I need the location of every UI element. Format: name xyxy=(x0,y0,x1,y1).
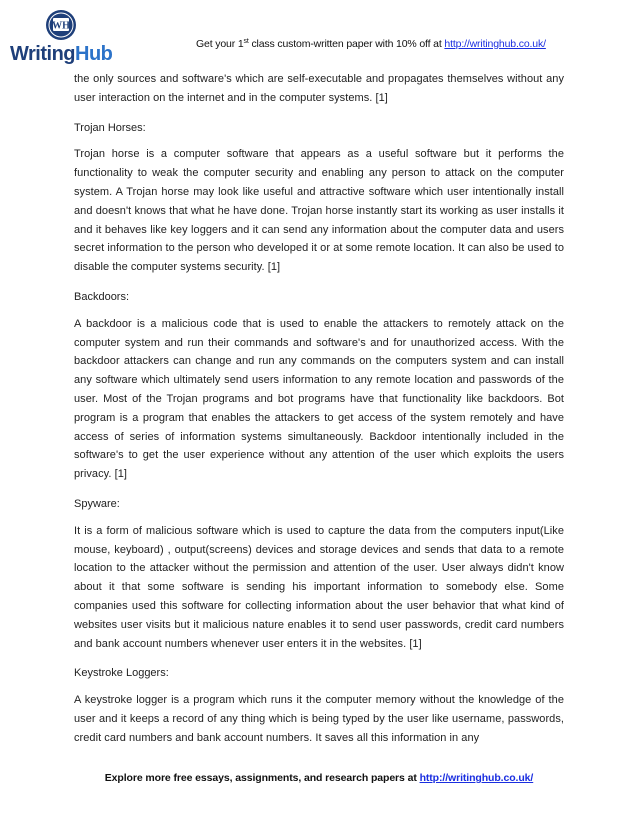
writinghub-logo[interactable] xyxy=(10,9,113,65)
page-header xyxy=(0,0,638,70)
backdoors-heading: Backdoors: xyxy=(74,290,130,303)
promo-link[interactable]: http://writinghub.co.uk/ xyxy=(444,38,546,50)
backdoors-paragraph: A backdoor is a malicious code that is used to enable the attackers to remotely attack on the computer system and run their commands and software's and for unauthorized access. With the backdoor attackers can change and run any commands on the computers system and can install any software which ultimately send users information to any remote location and passwords of the user. Most of the Trojan programs and bot programs have that functionality like backdoors. Bot program is a program that enables the attackers to get access of the system remotely and have access of series of information systems simultaneously. Backdoor intentionally included in the software's to get the user experience without any attention of the user which exploits the users privacy. [1] xyxy=(74,317,564,481)
keystroke-heading: Keystroke Loggers: xyxy=(74,667,169,680)
spyware-heading: Spyware: xyxy=(74,497,120,510)
trojan-heading: Trojan Horses: xyxy=(74,121,146,134)
promo-prefix: Get your 1 xyxy=(196,38,244,50)
footer-text: Explore more free essays, assignments, and research papers at xyxy=(104,772,420,784)
logo-wordmark xyxy=(10,43,113,66)
document-body xyxy=(74,70,564,748)
promo-superscript: st xyxy=(243,38,249,45)
intro-paragraph: the only sources and software's which are self-executable and propagates themselves without any user interaction on the internet and in the computer systems. [1] xyxy=(74,73,564,104)
keystroke-paragraph: A keystroke logger is a program which runs it the computer memory without the knowledge of the user and it keeps a record of any thing which is being typed by the user like username, passwords, credit card numbers and bank account numbers. It saves all this information in any xyxy=(74,694,564,744)
footer-link[interactable]: http://writinghub.co.uk/ xyxy=(419,772,534,784)
header-promo xyxy=(196,38,546,50)
logo-name-part2: Hub xyxy=(75,43,113,65)
promo-middle: class custom-written paper with 10% off at xyxy=(248,38,445,50)
logo-mark-text: WH xyxy=(52,20,70,32)
writinghub-logo-mark-icon xyxy=(45,9,77,41)
spyware-paragraph: It is a form of malicious software which is used to capture the data from the computers input(Like mouse, keyboard) , output(screens) devices and storage devices and sends that data to a remote location to the attacker without the permission and attention of the user. User always didn't know about it that some software is sending his important information to somebody else. Some companies used this software for collecting information about the user behavior that what kind of websites user visits but it malicious nature enables it to send user passwords, credit card numbers and bank account numbers whenever user enters it in the websites. [1] xyxy=(74,524,564,650)
trojan-paragraph: Trojan horse is a computer software that appears as a useful software but it performs the functionality to weak the computer security and enabling any person to attack on the computer system. A Trojan horse may look like useful and attractive software which user intentionally install and doesn't knows that what he have done. Trojan horse instantly start its working as user installs it and it behaves like key loggers and it can send any information about the computer data and users secret information to the person who developed it or at some remote location. It can also be used to disable the computer systems security. [1] xyxy=(74,148,564,274)
page-footer xyxy=(0,772,638,784)
logo-name-part1: Writing xyxy=(10,43,76,65)
